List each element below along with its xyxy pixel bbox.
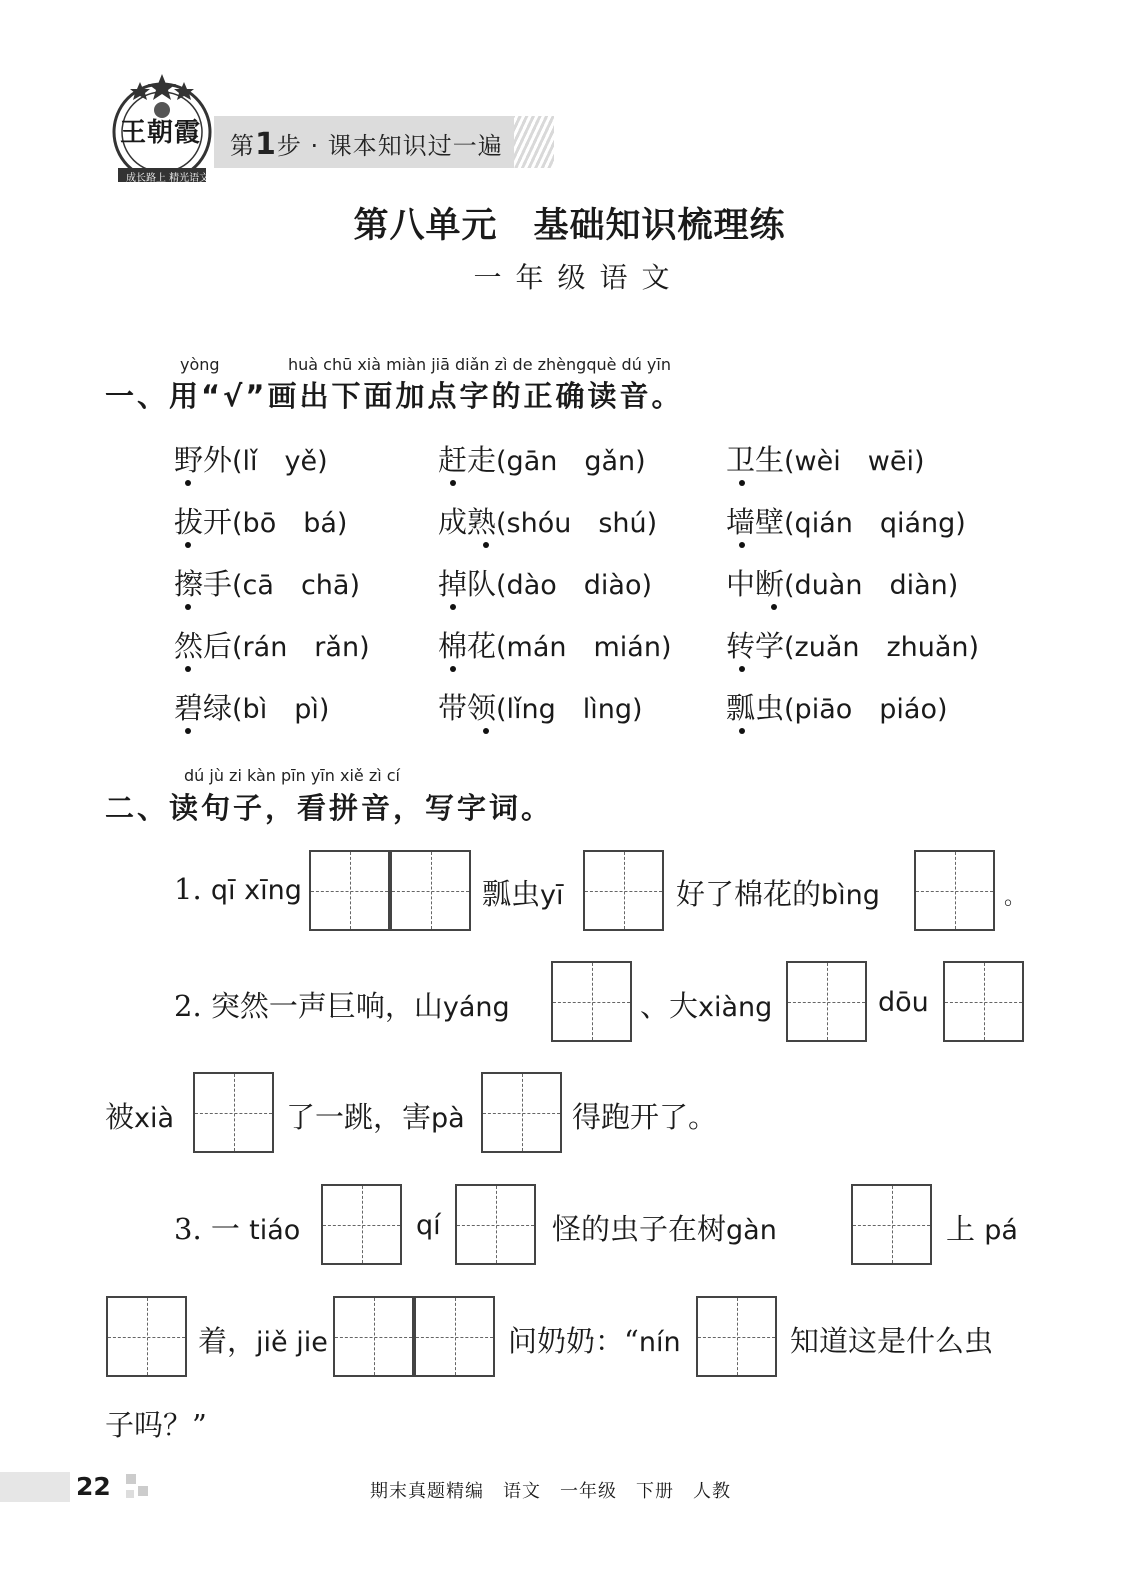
- sentence-2-cont: 被xià: [105, 1100, 175, 1134]
- sentence-3-part: 上 pá: [946, 1212, 1018, 1246]
- q1-item: 带领(lǐng lìng): [438, 691, 643, 725]
- emphasis-dot: [739, 728, 745, 734]
- sentence-2-part: 、大xiàng: [640, 989, 773, 1023]
- writing-box[interactable]: [914, 850, 995, 931]
- emphasis-dot: [739, 542, 745, 548]
- q1-item: 成熟(shóu shú): [438, 505, 658, 539]
- page-number: 22: [76, 1472, 111, 1501]
- emphasis-dot: [185, 480, 191, 486]
- sentence-3-part: 知道这是什么虫: [790, 1324, 994, 1358]
- q1-item: 碧绿(bì pì): [174, 691, 330, 725]
- sentence-3-part: qí: [416, 1210, 441, 1241]
- q1-item: 转学(zuǎn zhuǎn): [726, 629, 980, 663]
- emphasis-dot: [483, 542, 489, 548]
- writing-box[interactable]: [696, 1296, 777, 1377]
- q1-item: 然后(rán rǎn): [174, 629, 370, 663]
- q1-item: 野外(lǐ yě): [174, 443, 328, 477]
- writing-box[interactable]: [943, 961, 1024, 1042]
- writing-box[interactable]: [455, 1184, 536, 1265]
- q1-pinyin-yong: yòng: [180, 355, 220, 374]
- emphasis-dot: [185, 604, 191, 610]
- q1-item: 棉花(mán mián): [438, 629, 672, 663]
- emphasis-dot: [483, 728, 489, 734]
- emphasis-dot: [771, 604, 777, 610]
- logo-name: 王朝霞: [120, 118, 202, 148]
- emphasis-dot: [450, 604, 456, 610]
- q1-item: 赶走(gān gǎn): [438, 443, 646, 477]
- sentence-3-part: 怪的虫子在树gàn: [552, 1212, 777, 1246]
- page-title: 第八单元 基础知识梳理练: [353, 206, 786, 246]
- sentence-1: 1. qī xīng: [174, 872, 302, 906]
- writing-box[interactable]: [786, 961, 867, 1042]
- q1-item: 掉队(dào diào): [438, 567, 652, 601]
- emphasis-dot: [450, 666, 456, 672]
- page-number-bar: [0, 1472, 70, 1502]
- writing-box[interactable]: [851, 1184, 932, 1265]
- sentence-2-part: dōu: [878, 987, 929, 1018]
- sentence-3: 3. 一 tiáo: [174, 1212, 301, 1246]
- page-number-decoration: [126, 1474, 150, 1500]
- sentence-1-end: 。: [1004, 885, 1027, 910]
- sentence-2-part: 得跑开了。: [572, 1100, 718, 1134]
- sentence-2: 2. 突然一声巨响，山yáng: [174, 989, 510, 1023]
- writing-box[interactable]: [583, 850, 664, 931]
- q1-item: 擦手(cā chā): [174, 567, 360, 601]
- sentence-1-part: 好了棉花的bìng: [676, 877, 880, 911]
- page-subtitle: 一年级语文: [473, 261, 684, 294]
- emphasis-dot: [739, 666, 745, 672]
- writing-box[interactable]: [390, 850, 471, 931]
- sentence-3-end: 子吗？”: [105, 1408, 207, 1442]
- emphasis-dot: [185, 542, 191, 548]
- sentence-3-cont: 着，jiě jie: [198, 1324, 328, 1358]
- sentence-2-part: 了一跳，害pà: [286, 1100, 465, 1134]
- writing-box[interactable]: [333, 1296, 414, 1377]
- writing-box[interactable]: [551, 961, 632, 1042]
- q2-pinyin: dú jù zi kàn pīn yīn xiě zì cí: [184, 766, 400, 785]
- step-banner: [214, 116, 554, 168]
- emphasis-dot: [185, 666, 191, 672]
- writing-box[interactable]: [106, 1296, 187, 1377]
- logo-tagline: 成长路上 精光语文: [126, 173, 210, 184]
- writing-box[interactable]: [193, 1072, 274, 1153]
- q1-item: 卫生(wèi wēi): [726, 443, 925, 477]
- writing-box[interactable]: [309, 850, 390, 931]
- step-label: 第1步 · 课本知识过一遍: [230, 127, 503, 162]
- emphasis-dot: [450, 480, 456, 486]
- sentence-1-part: 瓢虫yī: [482, 877, 564, 911]
- q1-pinyin-rest: huà chū xià miàn jiā diǎn zì de zhèngquè dú yīn: [288, 355, 671, 374]
- sentence-3-part: 问奶奶：“nín: [508, 1324, 681, 1358]
- emphasis-dot: [185, 728, 191, 734]
- writing-box[interactable]: [321, 1184, 402, 1265]
- emphasis-dot: [739, 480, 745, 486]
- q2-heading: 二、读句子，看拼音，写字词。: [105, 791, 554, 825]
- q1-item: 瓢虫(piāo piáo): [726, 691, 948, 725]
- q1-heading: 一、用“√”画出下面加点字的正确读音。: [105, 379, 684, 413]
- q1-item: 拔开(bō bá): [174, 505, 348, 539]
- footer-text: 期末真题精编 语文 一年级 下册 人教: [370, 1481, 731, 1502]
- q1-item: 墙壁(qián qiáng): [726, 505, 966, 539]
- writing-box[interactable]: [414, 1296, 495, 1377]
- writing-box[interactable]: [481, 1072, 562, 1153]
- q1-item: 中断(duàn diàn): [726, 567, 959, 601]
